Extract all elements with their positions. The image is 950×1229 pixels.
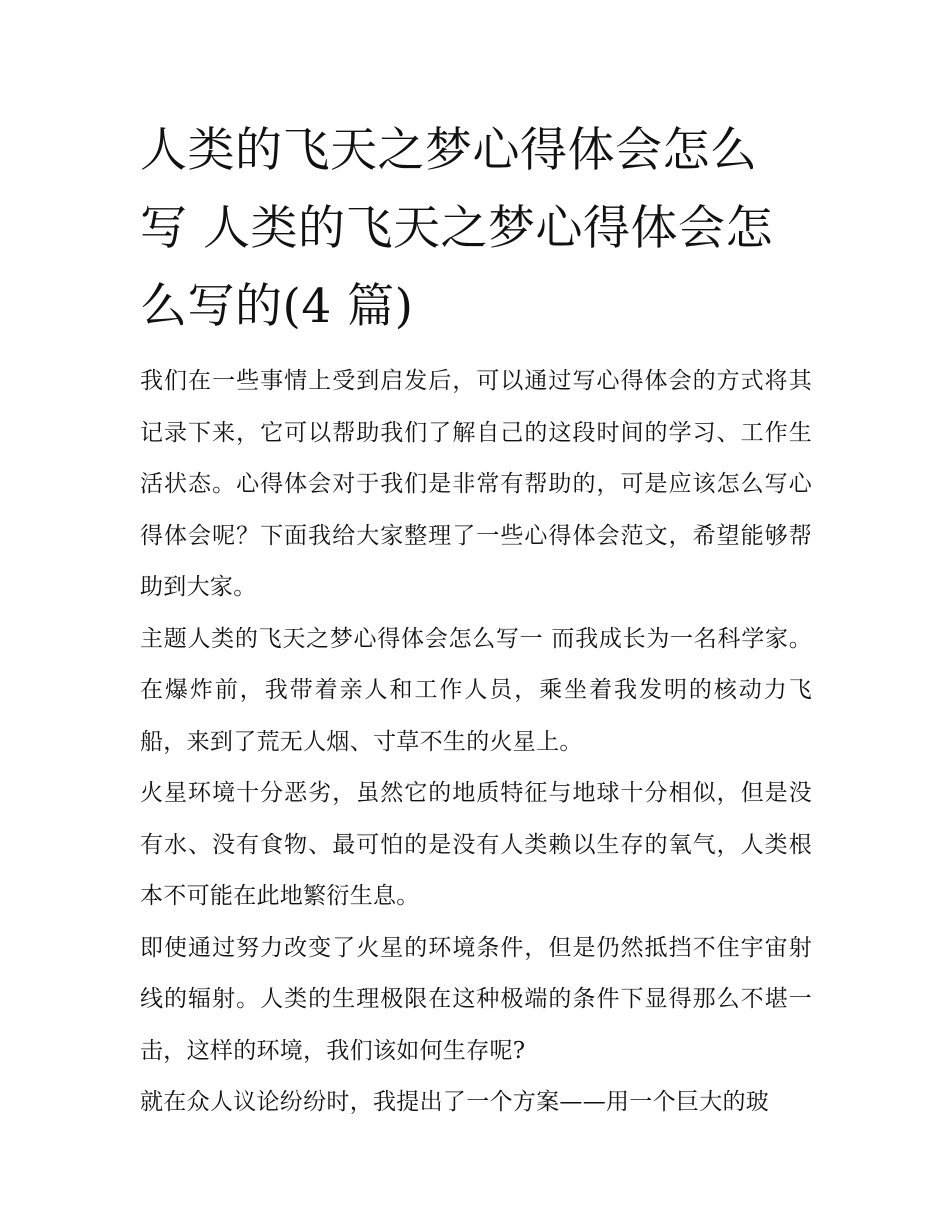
document-title: 人类的飞天之梦心得体会怎么 写 人类的飞天之梦心得体会怎 么写的(4 篇) — [140, 123, 773, 334]
document-page — [140, 112, 812, 1129]
paragraph-4: 就在众人议论纷纷时，我提出了一个方案——用一个巨大的玻 — [140, 1089, 770, 1115]
paragraph-1: 主题人类的飞天之梦心得体会怎么写一 而我成长为一名科学家。在爆炸前，我带着亲人和工作人员，乘坐着我发明的核动力飞船，来到了荒无人烟、寸草不生的火星上。 — [140, 625, 812, 755]
paragraph-3: 即使通过努力改变了火星的环境条件，但是仍然抵挡不住宇宙射线的辐射。人类的生理极限在这种极端的条件下显得那么不堪一击，这样的环境，我们该如何生存呢? — [140, 934, 812, 1064]
paragraph-intro: 我们在一些事情上受到启发后，可以通过写心得体会的方式将其记录下来，它可以帮助我们了解自己的这段时间的学习、工作生活状态。心得体会对于我们是非常有帮助的，可是应该怎么写心得体会呢？下面我给大家整理了一些心得体会范文，希望能够帮助到大家。 — [140, 368, 812, 600]
paragraph-2: 火星环境十分恶劣，虽然它的地质特征与地球十分相似，但是没有水、没有食物、最可怕的是没有人类赖以生存的氧气，人类根本不可能在此地繁衍生息。 — [140, 780, 812, 909]
